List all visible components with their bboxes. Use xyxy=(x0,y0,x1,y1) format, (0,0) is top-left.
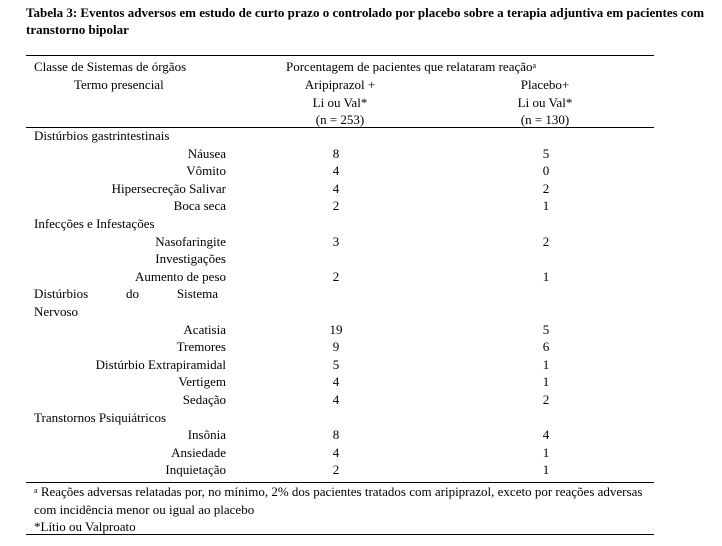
cell-aripiprazol: 2 xyxy=(332,462,340,478)
table-body xyxy=(0,127,722,479)
cell-aripiprazol: 4 xyxy=(332,163,340,179)
cell-aripiprazol: 8 xyxy=(332,145,340,161)
spanning-header-footnote-mark: a xyxy=(532,61,537,70)
cell-placebo: 1 xyxy=(542,444,550,460)
table-row xyxy=(0,285,722,303)
row-term-label: Investigações xyxy=(155,251,226,267)
column-header-placebo-n: (n = 130) xyxy=(520,112,570,128)
cell-placebo: 1 xyxy=(542,374,550,390)
row-category-label: Nervoso xyxy=(34,303,79,319)
row-term-label: Vertigem xyxy=(178,374,226,390)
footnotes xyxy=(34,483,654,536)
table-row xyxy=(0,321,722,339)
table-row xyxy=(0,426,722,444)
table-row xyxy=(0,268,722,286)
cell-placebo: 1 xyxy=(542,268,550,284)
column-header-organ-class: Classe de Sistemas de órgãos xyxy=(34,59,187,74)
cell-placebo: 1 xyxy=(542,462,550,478)
cell-placebo: 1 xyxy=(542,356,550,372)
row-term-label: Distúrbio Extrapiramidal xyxy=(95,356,226,372)
spanning-header-text: Porcentagem de pacientes que relataram reação xyxy=(286,59,533,74)
row-term-label: Hipersecreção Salivar xyxy=(111,180,226,196)
footnote-a xyxy=(34,483,654,518)
cell-placebo: 5 xyxy=(542,145,550,161)
row-term-label: Tremores xyxy=(176,339,226,355)
column-header-aripiprazol-n: (n = 253) xyxy=(315,112,365,128)
table-row xyxy=(0,303,722,321)
row-label-word: Distúrbios xyxy=(34,286,89,302)
row-label xyxy=(34,285,218,303)
cell-aripiprazol: 3 xyxy=(332,233,340,249)
cell-placebo: 0 xyxy=(542,163,550,179)
table-row xyxy=(0,127,722,145)
row-term-label: Nasofaringite xyxy=(155,233,226,249)
cell-placebo: 6 xyxy=(542,339,550,355)
spanning-header xyxy=(286,58,536,76)
row-term-label: Aumento de peso xyxy=(135,268,226,284)
row-label-word: Sistema xyxy=(176,286,218,302)
row-term-label: Náusea xyxy=(187,145,226,161)
cell-placebo: 5 xyxy=(542,321,550,337)
cell-placebo: 2 xyxy=(542,180,550,196)
row-term-label: Vômito xyxy=(186,163,226,179)
table-row xyxy=(0,338,722,356)
cell-aripiprazol: 2 xyxy=(332,268,340,284)
cell-aripiprazol: 4 xyxy=(332,374,340,390)
footnote-star: *Lítio ou Valproato xyxy=(34,519,136,535)
table-row xyxy=(0,162,722,180)
cell-placebo: 2 xyxy=(542,391,550,407)
cell-placebo: 4 xyxy=(542,427,550,443)
row-category-label: Distúrbios gastrintestinais xyxy=(34,128,170,143)
table-row xyxy=(0,215,722,233)
cell-aripiprazol: 5 xyxy=(332,356,340,372)
table-row xyxy=(0,356,722,374)
cell-aripiprazol: 19 xyxy=(329,321,343,337)
footnote-a-mark: a xyxy=(34,486,38,495)
table-row xyxy=(0,250,722,268)
table-row xyxy=(0,391,722,409)
cell-aripiprazol: 2 xyxy=(332,198,340,214)
table-row xyxy=(0,145,722,163)
row-category-label: Infecções e Infestações xyxy=(34,215,155,231)
cell-placebo: 2 xyxy=(542,233,550,249)
row-term-label: Boca seca xyxy=(173,198,226,214)
table-caption: Tabela 3: Eventos adversos em estudo de curto prazo o controlado por placebo sobre a terapia adjuntiva em pacientes com transtorno bipolar xyxy=(26,5,705,37)
cell-aripiprazol: 4 xyxy=(332,391,340,407)
row-label-word: do xyxy=(126,286,139,302)
row-term-label: Insônia xyxy=(187,427,226,443)
column-header-aripiprazol: Aripiprazol + xyxy=(304,77,376,92)
top-rule xyxy=(26,55,654,56)
table-row xyxy=(0,197,722,215)
cell-aripiprazol: 4 xyxy=(332,180,340,196)
table-row xyxy=(0,461,722,479)
row-term-label: Ansiedade xyxy=(171,444,226,460)
footnote-a-text: Reações adversas relatadas por, no mínimo, 2% dos pacientes tratados com aripiprazol, exceto por reações adversas com incidência menor ou igual ao placebo xyxy=(34,484,643,517)
table-row xyxy=(0,373,722,391)
row-term-label: Acatisia xyxy=(183,321,226,337)
cell-placebo: 1 xyxy=(542,198,550,214)
column-header-term: Termo presencial xyxy=(74,77,164,92)
column-header-aripiprazol-line2: Li ou Val* xyxy=(312,94,368,110)
cell-aripiprazol: 4 xyxy=(332,444,340,460)
row-term-label: Sedação xyxy=(182,391,226,407)
column-header-placebo: Placebo+ xyxy=(520,77,570,92)
table-row xyxy=(0,444,722,462)
cell-aripiprazol: 9 xyxy=(332,339,340,355)
table-row xyxy=(0,180,722,198)
column-header-placebo-line2: Li ou Val* xyxy=(517,94,573,110)
row-category-label: Transtornos Psiquiátricos xyxy=(34,409,167,425)
table-row xyxy=(0,233,722,251)
cell-aripiprazol: 8 xyxy=(332,427,340,443)
row-term-label: Inquietação xyxy=(165,462,226,478)
table-row xyxy=(0,409,722,427)
